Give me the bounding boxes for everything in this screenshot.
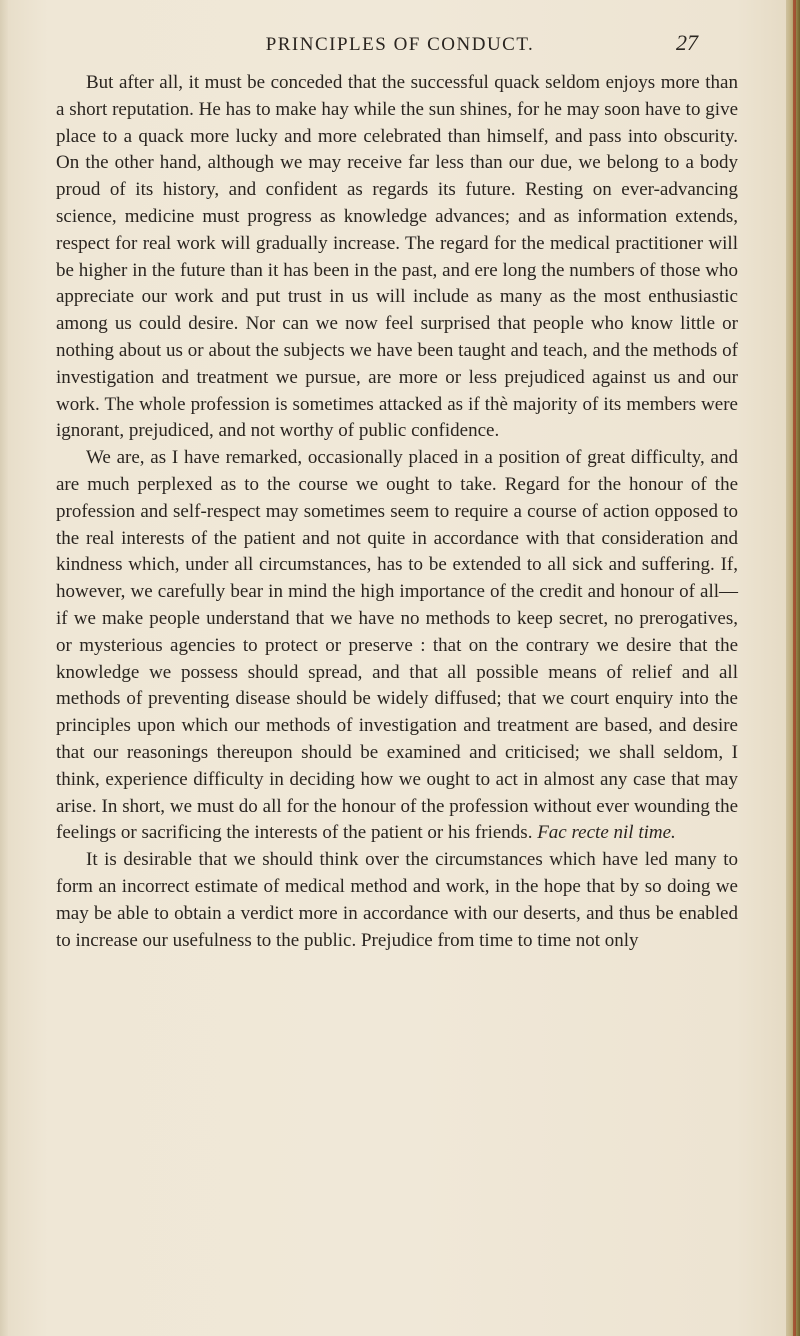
paragraph: It is desirable that we should think over the circumstances which have led many to form an incorrect estimate of medical method and work, in the hope that by so doing we may be able to obtain a verdict more in accordance with our deserts, and thus be enabled to increase our usefulness to the public. Prejudice from time to time not only xyxy=(56,849,738,951)
page-number: 27 xyxy=(676,30,698,55)
paragraph xyxy=(56,445,738,847)
body-text xyxy=(56,70,738,954)
latin-motto: Fac recte nil time. xyxy=(537,822,676,844)
paragraph-text: We are, as I have remarked, occasionally placed in a position of great difficulty, and are much perplexed as to the course we ought to take. Regard for the honour of the profession and self-respect may sometimes seem to require a course of action opposed to the real interests of the patient and not quite in accordance with that consideration and kindness which, under all circumstances, has to be extended to all sick and suffering. If, however, we carefully bear in mind the high importance of the credit and honour of all—if we make people understand that we have no methods to keep secret, no prerogatives, or mysterious agencies to protect or preserve : that on the contrary we desire that the knowledge we possess should spread, and that all possible means of relief and all methods of preventing disease should be widely diffused; that we court enquiry into the principles upon which our methods of investigation and treatment are based, and desire that our reasonings thereupon should be examined and criticised; we shall seldom, I think, experience difficulty in deciding how we ought to act in almost any case that may arise. In short, we must do all for the honour of the profession without ever wounding the feelings or sacrificing the interests of the patient or his friends. xyxy=(56,447,738,844)
running-title: PRINCIPLES OF CONDUCT. xyxy=(265,34,535,55)
binding-stripe xyxy=(793,0,796,1336)
page-left-edge xyxy=(0,0,8,1336)
paragraph: But after all, it must be conceded that the successful quack seldom enjoys more than a short reputation. He has to make hay while the sun shines, for he may soon have to give place to a quack more lucky and more celebrated than himself, and pass into obscurity. On the other hand, although we may receive far less than our due, we belong to a body proud of its history, and confident as regards its future. Resting on ever-advancing science, medicine must progress as knowledge advances; and as information extends, respect for real work will gradually increase. The regard for the medical practitioner will be higher in the future than it has been in the past, and ere long the numbers of those who appreciate our work and put trust in us will include as many as the most enthusiastic among us could desire. Nor can we now feel surprised that people who know little or nothing about us or about the subjects we have been taught and teach, and the methods of investigation and treatment we pursue, are more or less prejudiced against us and our work. The whole profession is sometimes attacked as if thè majority of its members were ignorant, prejudiced, and not worthy of public confidence. xyxy=(56,72,738,442)
